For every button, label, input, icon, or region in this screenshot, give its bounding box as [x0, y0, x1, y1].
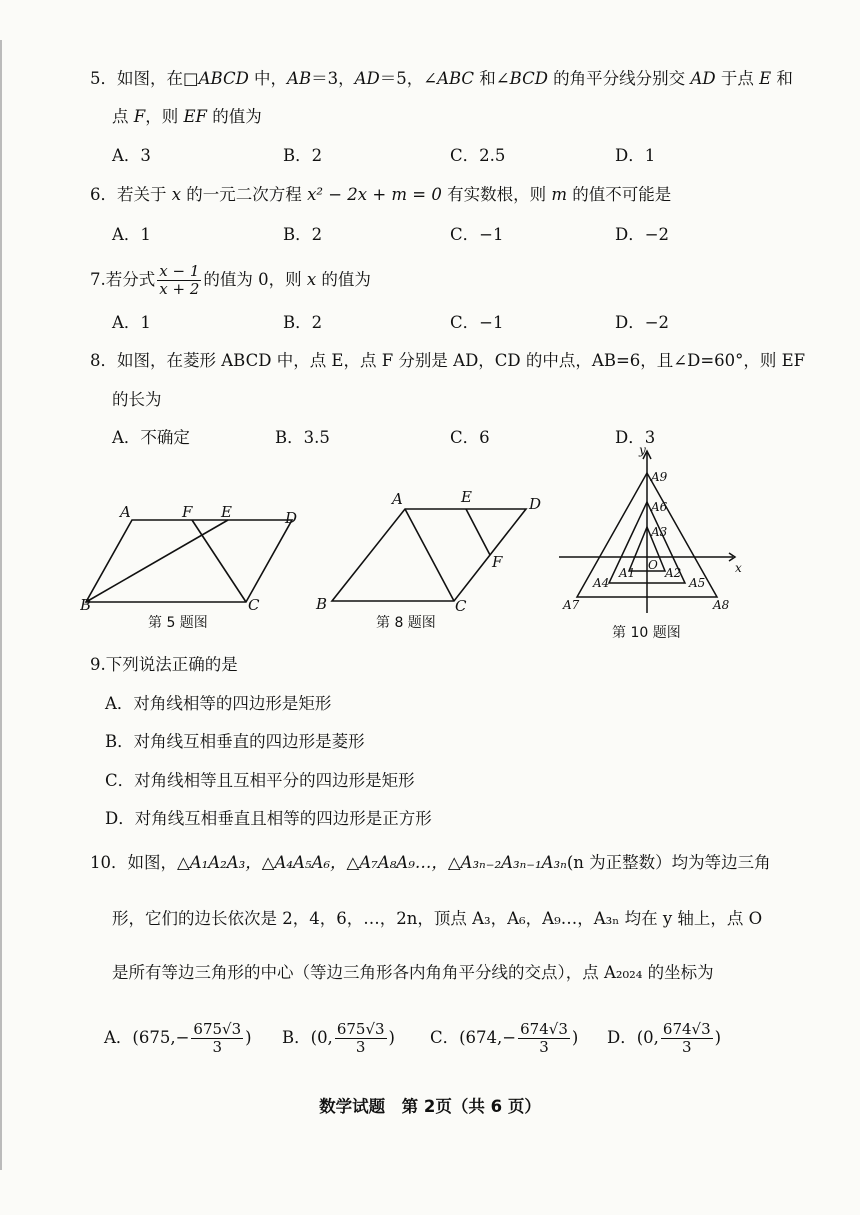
- q9-option-a[interactable]: A．对角线相等的四边形是矩形: [105, 694, 332, 713]
- q10-line3: 是所有等边三角形的中心（等边三角形各内角角平分线的交点），点 A₂₀₂₄ 的坐标为: [112, 963, 714, 982]
- fig8-label-c: C: [455, 597, 467, 615]
- q6-equation: x² − 2x + m = 0: [307, 185, 442, 204]
- q10-option-b-fraction: [335, 1021, 387, 1056]
- fig10-label-a5: A5: [689, 576, 706, 590]
- fig5-label-c: C: [248, 596, 260, 614]
- q8-option-a[interactable]: A．不确定: [112, 428, 190, 447]
- fig8-label-a: A: [392, 490, 403, 508]
- q5-text: ，则: [145, 107, 184, 126]
- q6-stem: [90, 184, 671, 206]
- fig5-label-e: E: [221, 503, 232, 521]
- q5-var: F: [133, 107, 146, 126]
- q10-option-c[interactable]: [430, 1018, 578, 1058]
- q9-option-b[interactable]: B．对角线互相垂直的四边形是菱形: [105, 732, 365, 751]
- q8-option-d[interactable]: D．3: [615, 428, 656, 447]
- page-footer: 数学试题 第 2页（共 6 页）: [319, 1097, 541, 1116]
- q6-option-a[interactable]: A．1: [112, 225, 151, 244]
- q8-line2: 的长为: [112, 390, 162, 409]
- q5-var: EF: [183, 107, 207, 126]
- q10-text: 10．如图，: [90, 853, 177, 872]
- fig8-label-d: D: [529, 495, 542, 513]
- q5-text: ＝3，: [311, 69, 355, 88]
- q10-option-d-num: 674√3: [662, 1020, 711, 1038]
- scan-edge: [0, 40, 2, 1170]
- q6-text: 的一元二次方程: [181, 185, 308, 204]
- q10-option-d[interactable]: [607, 1018, 721, 1058]
- q5-line1: [90, 68, 793, 90]
- q6-var: m: [551, 185, 568, 204]
- fig10-label-a9: A9: [651, 470, 668, 484]
- q10-option-d-den: 3: [682, 1038, 692, 1056]
- fig10-label-a2: A2: [665, 566, 682, 580]
- q10-option-a-num: 675√3: [193, 1020, 242, 1038]
- fig5-label-b: B: [80, 596, 92, 614]
- q10-text: (n 为正整数）均为等边三角: [566, 853, 771, 872]
- q5-option-d[interactable]: D．1: [615, 146, 656, 165]
- q7-fraction: [157, 263, 201, 298]
- fig8-label-e: E: [461, 488, 472, 506]
- q6-var: x: [171, 185, 182, 204]
- figure-10-caption: 第 10 题图: [612, 625, 681, 641]
- q5-text: ＝5，∠: [379, 69, 438, 88]
- figure-10-triangles: [555, 445, 755, 620]
- fig8-label-b: B: [316, 595, 328, 613]
- fig8-segment-ef: [466, 509, 490, 555]
- q7-var: x: [306, 270, 317, 289]
- q9-option-d[interactable]: D．对角线互相垂直且相等的四边形是正方形: [105, 809, 432, 828]
- fig10-label-o: O: [648, 558, 658, 572]
- fig5-label-a: A: [120, 503, 131, 521]
- q7-fraction-numerator: x − 1: [159, 262, 200, 280]
- q10-option-a-text: ): [245, 1028, 252, 1047]
- fig5-label-f: F: [182, 503, 193, 521]
- q5-text: 的角平分线分别交: [547, 69, 691, 88]
- q10-option-a-fraction: [191, 1021, 243, 1056]
- figure-8-rhombus: [310, 485, 550, 615]
- q5-text: 于点: [715, 69, 760, 88]
- q5-option-a[interactable]: A．3: [112, 146, 151, 165]
- fig10-label-a8: A8: [713, 598, 730, 612]
- q8-option-b[interactable]: B．3.5: [275, 428, 330, 447]
- q6-option-b[interactable]: B．2: [283, 225, 323, 244]
- q5-option-b[interactable]: B．2: [283, 146, 323, 165]
- figure-5-parallelogram: [80, 500, 310, 615]
- q8-line1: 8．如图，在菱形 ABCD 中，点 E，点 F 分别是 AD，CD 的中点，AB=6，且∠D=60°，则 EF: [90, 351, 806, 370]
- figure-5-caption: 第 5 题图: [148, 615, 208, 631]
- q6-text: 的值不可能是: [567, 185, 672, 204]
- fig8-diagonal-ac: [405, 509, 454, 601]
- q10-option-a-den: 3: [212, 1038, 223, 1056]
- figure-8-caption: 第 8 题图: [376, 615, 436, 631]
- q10-option-d-fraction: [661, 1021, 713, 1056]
- q5-var: AD: [354, 69, 380, 88]
- q6-text: 有实数根，则: [441, 185, 552, 204]
- q7-option-a[interactable]: A．1: [112, 313, 151, 332]
- fig5-label-d: D: [285, 509, 298, 527]
- fig10-label-a4: A4: [593, 576, 610, 590]
- fig8-label-f: F: [492, 553, 503, 571]
- q10-option-c-text: ): [571, 1028, 579, 1047]
- q6-text: 6．若关于: [90, 185, 172, 204]
- fig5-parallelogram-shape: [86, 520, 292, 602]
- q5-var: AB: [287, 69, 312, 88]
- q5-text: 点: [112, 107, 134, 126]
- fig5-bisector-b: [86, 520, 228, 602]
- q5-text: 和∠: [474, 69, 510, 88]
- q10-option-b-den: 3: [355, 1038, 366, 1056]
- q5-text: 和: [771, 69, 793, 88]
- q10-option-c-den: 3: [539, 1038, 549, 1056]
- q10-line1: [90, 852, 771, 874]
- q10-option-c-fraction: [518, 1021, 570, 1056]
- q6-option-c[interactable]: C．−1: [450, 225, 504, 244]
- fig5-bisector-c: [192, 520, 246, 602]
- q5-var: E: [759, 69, 772, 88]
- q5-var: AD: [690, 69, 716, 88]
- q7-option-d[interactable]: D．−2: [615, 313, 670, 332]
- q7-fraction-denominator: x + 2: [159, 280, 200, 298]
- q8-option-c[interactable]: C．6: [450, 428, 490, 447]
- q5-text: 5．如图，在□: [90, 69, 199, 88]
- q5-var: ABCD: [198, 69, 249, 88]
- q5-option-c[interactable]: C．2.5: [450, 146, 506, 165]
- q5-text: 中，: [248, 69, 288, 88]
- fig10-label-a7: A7: [563, 598, 580, 612]
- fig10-label-y: y: [639, 445, 646, 457]
- q10-option-b-num: 675√3: [336, 1020, 385, 1038]
- q7-stem: [90, 262, 371, 298]
- q10-option-a[interactable]: [104, 1018, 252, 1058]
- q7-option-c[interactable]: C．−1: [450, 313, 504, 332]
- fig10-label-x: x: [735, 561, 742, 575]
- q10-triangles: △A₁A₂A₃，△A₄A₅A₆，△A₇A₈A₉…，△A₃ₙ₋₂A₃ₙ₋₁A₃ₙ: [177, 853, 567, 872]
- q10-option-c-num: 674√3: [520, 1020, 568, 1038]
- q9-option-c[interactable]: C．对角线相等且互相平分的四边形是矩形: [105, 771, 415, 790]
- q10-option-b-text: B．(0,: [282, 1028, 333, 1047]
- q10-option-b[interactable]: [282, 1018, 395, 1058]
- q10-option-c-text: C．(674,−: [430, 1028, 517, 1047]
- q10-option-d-text: D．(0,: [607, 1028, 659, 1047]
- q5-text: 的值为: [206, 107, 262, 126]
- q7-text: 的值为: [316, 270, 371, 289]
- fig10-label-a3: A3: [651, 525, 668, 539]
- q6-option-d[interactable]: D．−2: [615, 225, 670, 244]
- q5-var: BCD: [509, 69, 548, 88]
- q10-line2: 形，它们的边长依次是 2，4，6，…，2n，顶点 A₃，A₆，A₉…，A₃ₙ 均在 y 轴上，点 O: [112, 909, 763, 928]
- q10-option-d-text: ): [714, 1028, 722, 1047]
- q7-text: 的值为 0，则: [203, 270, 307, 289]
- q5-line2: [112, 106, 262, 128]
- fig10-label-a6: A6: [651, 500, 668, 514]
- q10-option-a-text: A．(675,−: [104, 1028, 190, 1047]
- q10-option-b-text: ): [388, 1028, 395, 1047]
- fig10-label-a1: A1: [619, 566, 636, 580]
- q9-stem: 9.下列说法正确的是: [90, 655, 238, 674]
- q5-var: ABC: [437, 69, 475, 88]
- q7-text: 7.若分式: [90, 270, 156, 289]
- q7-option-b[interactable]: B．2: [283, 313, 323, 332]
